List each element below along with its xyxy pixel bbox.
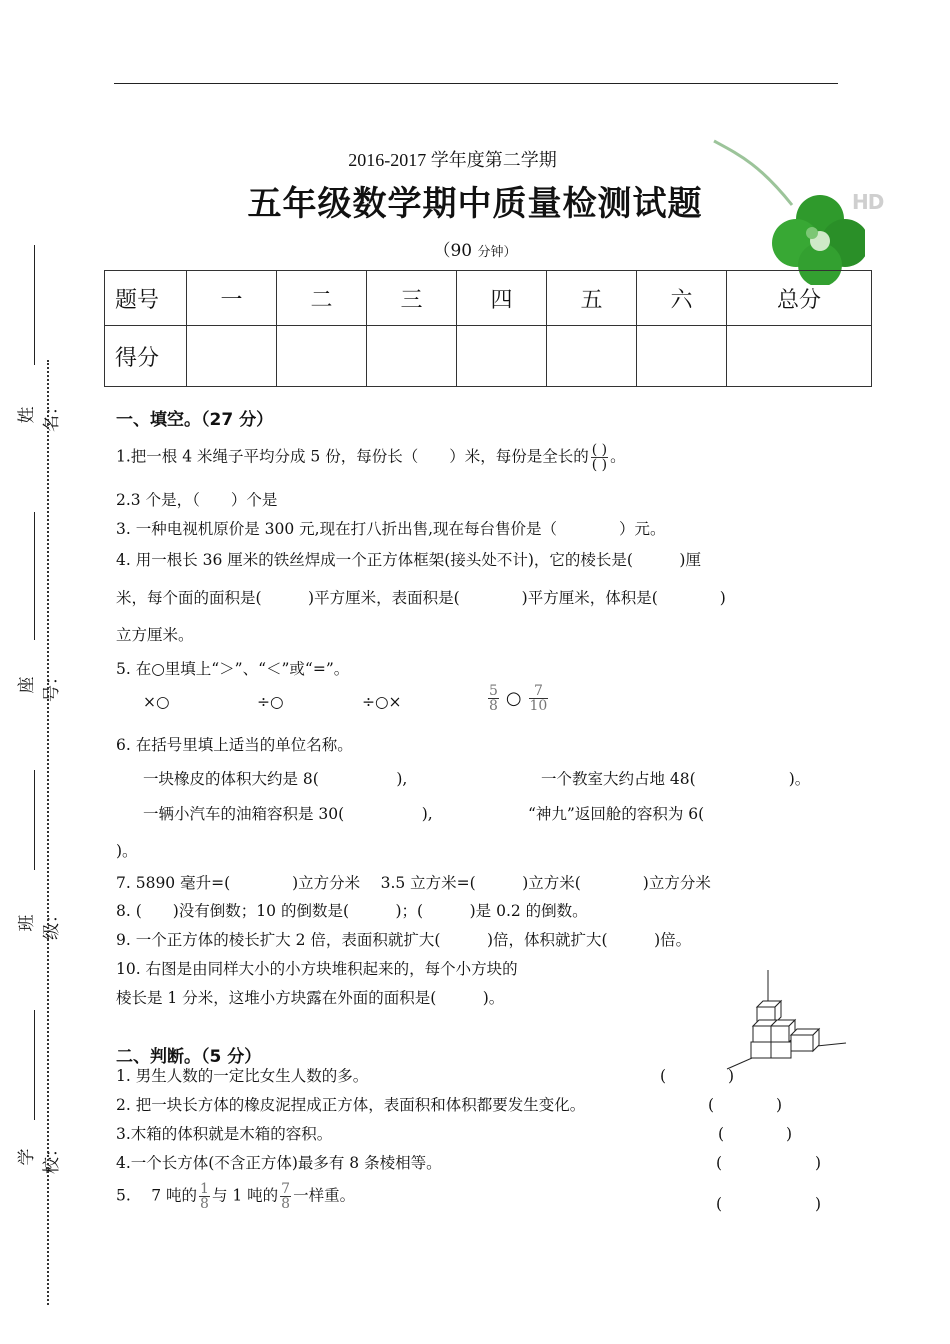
term-subtitle: 2016-2017 学年度第二学期 [348, 150, 557, 170]
name-label: 姓名： [17, 398, 62, 432]
score-table-score-row [105, 326, 872, 387]
q1-end: 。 [610, 447, 626, 466]
q5-frac-right [529, 684, 549, 713]
judge5-f2-num: 7 [281, 1181, 291, 1197]
q5-frac-left [488, 684, 499, 713]
duration-open: （ [433, 241, 451, 261]
judge5-part-c: 一样重。 [293, 1186, 356, 1205]
score-cell[interactable] [727, 326, 872, 387]
question-4-line3: 立方厘米。 [116, 626, 194, 644]
judge5-part-b: 与 1 吨的 [211, 1186, 279, 1205]
q5-item: ÷○× [362, 693, 402, 711]
judge-item-4: 4.一个长方体(不含正方体)最多有 8 条棱相等。 [116, 1154, 442, 1172]
question-2: 2.3 个是，（ ）个是 [116, 491, 278, 509]
judge5-f1-num: 1 [200, 1181, 209, 1197]
judge5-part-a: 5. 7 吨的 [116, 1186, 198, 1205]
hd-watermark: HD [852, 190, 884, 214]
section2-heading: 二、判断。（5 分） [116, 1047, 262, 1067]
cell-header: 二 [277, 271, 367, 326]
judge-item-2: 2. 把一块长方体的橡皮泥捏成正方体，表面积和体积都要发生变化。 [116, 1096, 586, 1114]
duration-minutes: 90 [450, 241, 473, 261]
q6-item: 一辆小汽车的油箱容积是 30( ), [143, 805, 433, 823]
judge-answer-4[interactable]: ( ) [716, 1154, 822, 1172]
school-label: 学校： [17, 1140, 62, 1174]
judge-answer-1[interactable]: ( ) [660, 1067, 735, 1085]
cube-stack-figure [724, 965, 850, 1070]
q6-item: 一块橡皮的体积大约是 8( ), [143, 770, 408, 788]
question-10-line1: 10. 右图是由同样大小的小方块堆积起来的，每个小方块的 [116, 960, 518, 978]
judge5-f1-den: 8 [200, 1196, 209, 1212]
cell-label: 得分 [105, 326, 187, 387]
question-8: 8. ( )没有倒数；10 的倒数是( )；( )是 0.2 的倒数。 [116, 902, 588, 920]
header-rule [114, 83, 838, 84]
cell-header: 四 [457, 271, 547, 326]
score-cell[interactable] [547, 326, 637, 387]
judge-answer-3[interactable]: ( ) [718, 1125, 793, 1143]
seat-line [34, 512, 35, 640]
score-cell[interactable] [187, 326, 277, 387]
binding-dotted-line [47, 360, 49, 1305]
q5-frac2-den: 10 [529, 698, 548, 714]
score-table-header-row [105, 271, 872, 326]
duration [0, 236, 950, 261]
page-title: 五年级数学期中质量检测试题 [247, 184, 703, 224]
duration-unit: 分钟） [477, 245, 517, 260]
q5-item: ÷○ [257, 693, 284, 711]
judge5-frac2 [280, 1182, 291, 1211]
question-6: 6. 在括号里填上适当的单位名称。 [116, 736, 353, 754]
question-1 [116, 443, 626, 472]
judge-item-5 [116, 1182, 355, 1211]
question-7: 7. 5890 毫升=( )立方分米 3.5 立方米=( )立方米( )立方分米 [116, 874, 711, 892]
q1-text: 1.把一根 4 米绳子平均分成 5 份，每份长（ ）米，每份是全长的 [116, 447, 589, 466]
q1-fraction [591, 443, 608, 472]
school-line [34, 1010, 35, 1120]
q5-frac1-den: 8 [489, 698, 498, 714]
cell-header: 五 [547, 271, 637, 326]
score-cell[interactable] [277, 326, 367, 387]
cell-label: 题号 [105, 271, 187, 326]
q6-item: )。 [116, 842, 138, 860]
q1-frac-num: ( ) [591, 442, 608, 458]
question-4-line1: 4. 用一根长 36 厘米的铁丝焊成一个正方体框架(接头处不计)，它的棱长是( )厘 [116, 551, 701, 569]
judge5-frac1 [199, 1182, 210, 1211]
q1-frac-den: ( ) [591, 457, 608, 473]
judge5-f2-den: 8 [281, 1196, 291, 1212]
q6-item: 一个教室大约占地 48( )。 [541, 770, 811, 788]
cell-header: 六 [637, 271, 727, 326]
score-table [104, 270, 872, 387]
q5-item: ×○ [143, 693, 170, 711]
question-10-line2: 棱长是 1 分米，这堆小方块露在外面的面积是( )。 [116, 989, 505, 1007]
judge-answer-2[interactable]: ( ) [708, 1096, 783, 1114]
judge-answer-5[interactable]: ( ) [716, 1195, 822, 1213]
score-cell[interactable] [457, 326, 547, 387]
question-3: 3. 一种电视机原价是 300 元,现在打八折出售,现在每台售价是（ ）元。 [116, 520, 666, 538]
question-9: 9. 一个正方体的棱长扩大 2 倍，表面积就扩大( )倍，体积就扩大( )倍。 [116, 931, 692, 949]
question-4-line2: 米，每个面的面积是( )平方厘米，表面积是( )平方厘米，体积是( ) [116, 589, 726, 607]
score-cell[interactable] [637, 326, 727, 387]
seat-label: 座号： [17, 668, 62, 702]
judge-item-1: 1. 男生人数的一定比女生人数的多。 [116, 1067, 369, 1085]
compare-circle[interactable]: ○ [505, 688, 522, 709]
cell-header: 三 [367, 271, 457, 326]
class-line [34, 770, 35, 870]
q5-frac1-num: 5 [489, 683, 498, 699]
question-5: 5. 在○里填上“＞”、“＜”或“=”。 [116, 660, 350, 678]
q5-fraction-compare [486, 684, 550, 713]
judge-item-3: 3.木箱的体积就是木箱的容积。 [116, 1125, 333, 1143]
q5-frac2-num: 7 [529, 684, 549, 699]
score-cell[interactable] [367, 326, 457, 387]
q6-item: “神九”返回舱的容积为 6( [528, 805, 705, 823]
name-line [34, 245, 35, 365]
section1-heading: 一、填空。（27 分） [116, 410, 274, 430]
cell-header: 一 [187, 271, 277, 326]
cell-header: 总分 [727, 271, 872, 326]
class-label: 班级： [17, 906, 62, 940]
